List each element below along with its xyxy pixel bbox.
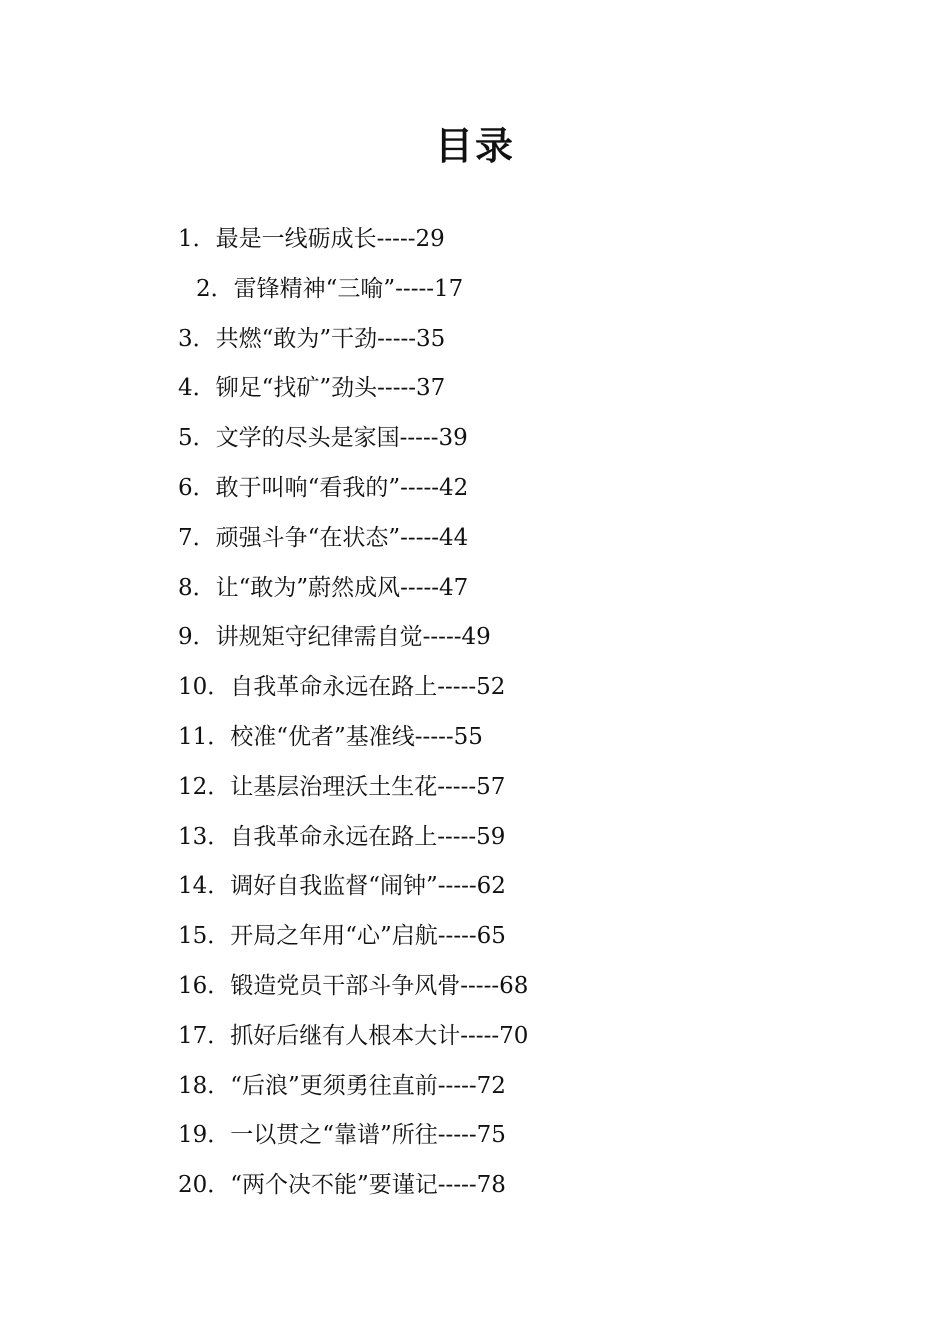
toc-entry: 19．一以贯之“靠谱”所往-----75 [178,1122,506,1149]
toc-entry: 2．雷锋精神“三喻”-----17 [196,275,464,302]
toc-entry: 3．共燃“敢为”干劲-----35 [178,325,446,352]
toc-entry: 12．让基层治理沃土生花-----57 [178,773,506,800]
toc-entry: 6．敢于叫响“看我的”-----42 [178,474,469,501]
toc-entry: 10．自我革命永远在路上-----52 [178,674,506,701]
table-of-contents [178,222,528,1218]
page-title: 目录 [434,123,515,168]
toc-entry: 17．抓好后继有人根本大计-----70 [178,1022,529,1049]
toc-entry: 20．“两个决不能”要谨记-----78 [178,1172,506,1199]
toc-entry: 4．铆足“找矿”劲头-----37 [178,375,446,402]
toc-entry: 5．文学的尽头是家国-----39 [178,425,468,452]
toc-entry: 16．锻造党员干部斗争风骨-----68 [178,972,529,999]
toc-entry: 7．顽强斗争“在状态”-----44 [178,524,469,551]
toc-entry: 15．开局之年用“心”启航-----65 [178,923,506,950]
toc-entry: 9．讲规矩守纪律需自觉-----49 [178,624,491,651]
toc-entry: 13．自我革命永远在路上-----59 [178,823,506,850]
toc-entry: 1．最是一线砺成长-----29 [178,226,445,252]
toc-entry: 8．让“敢为”蔚然成风-----47 [178,574,469,601]
toc-entry: 11．校准“优者”基准线-----55 [178,723,483,750]
toc-entry: 18．“后浪”更须勇往直前-----72 [178,1072,506,1099]
toc-entry: 14．调好自我监督“闹钟”-----62 [178,873,506,900]
